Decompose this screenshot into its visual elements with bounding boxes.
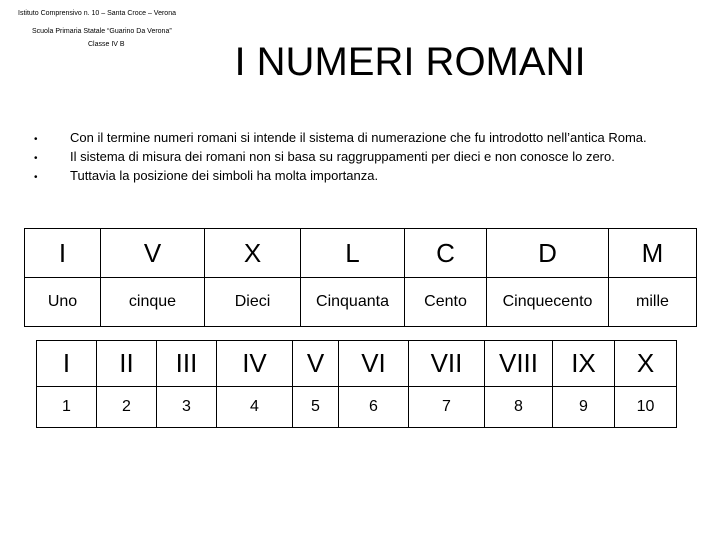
symbol-cell: I	[25, 229, 101, 278]
bullet-marker: •	[34, 134, 38, 145]
bullet-marker: •	[34, 153, 38, 164]
value-cell: 6	[339, 387, 409, 428]
value-cell: 1	[37, 387, 97, 428]
symbol-cell: C	[405, 229, 487, 278]
numeral-cell: II	[97, 341, 157, 387]
school-name: Scuola Primaria Statale “Guarino Da Verona”	[32, 28, 172, 35]
name-cell: Cento	[405, 278, 487, 327]
numeral-cell: III	[157, 341, 217, 387]
name-cell: Uno	[25, 278, 101, 327]
value-cell: 2	[97, 387, 157, 428]
numeral-cell: VI	[339, 341, 409, 387]
table-row-values	[37, 387, 677, 428]
bullet-item	[34, 130, 674, 146]
value-cell: 8	[485, 387, 553, 428]
value-cell: 5	[293, 387, 339, 428]
symbol-cell: M	[609, 229, 697, 278]
value-cell: 3	[157, 387, 217, 428]
class-name: Classe IV B	[88, 41, 125, 48]
table-row-names	[25, 278, 697, 327]
value-cell: 10	[615, 387, 677, 428]
numeral-cell: VIII	[485, 341, 553, 387]
numeral-cell: VII	[409, 341, 485, 387]
name-cell: mille	[609, 278, 697, 327]
page-title	[0, 40, 720, 85]
bullet-text: Tuttavia la posizione dei simboli ha molta importanza.	[70, 168, 379, 183]
roman-numbers-table	[36, 340, 677, 428]
numeral-cell: X	[615, 341, 677, 387]
symbol-cell: X	[205, 229, 301, 278]
bullet-text: Con il termine numeri romani si intende il sistema di numerazione che fu introdotto nell’antica Roma.	[70, 130, 647, 145]
name-cell: cinque	[101, 278, 205, 327]
bullet-item	[34, 168, 674, 184]
numeral-cell: V	[293, 341, 339, 387]
symbol-cell: D	[487, 229, 609, 278]
numeral-cell: I	[37, 341, 97, 387]
value-cell: 9	[553, 387, 615, 428]
bullet-item	[34, 149, 674, 165]
value-cell: 7	[409, 387, 485, 428]
bullet-list	[34, 130, 674, 187]
value-cell: 4	[217, 387, 293, 428]
table-row-symbols	[25, 229, 697, 278]
numeral-cell: IX	[553, 341, 615, 387]
symbol-cell: L	[301, 229, 405, 278]
name-cell: Cinquecento	[487, 278, 609, 327]
name-cell: Dieci	[205, 278, 301, 327]
page-title-text: I NUMERI ROMANI	[234, 40, 586, 84]
numeral-cell: IV	[217, 341, 293, 387]
table-row-numerals	[37, 341, 677, 387]
bullet-text: Il sistema di misura dei romani non si basa su raggruppamenti per dieci e non conosce lo zero.	[70, 149, 615, 164]
name-cell: Cinquanta	[301, 278, 405, 327]
roman-symbols-table	[24, 228, 697, 327]
bullet-marker: •	[34, 172, 38, 183]
school-institute-name: Istituto Comprensivo n. 10 – Santa Croce – Verona	[18, 10, 176, 17]
symbol-cell: V	[101, 229, 205, 278]
